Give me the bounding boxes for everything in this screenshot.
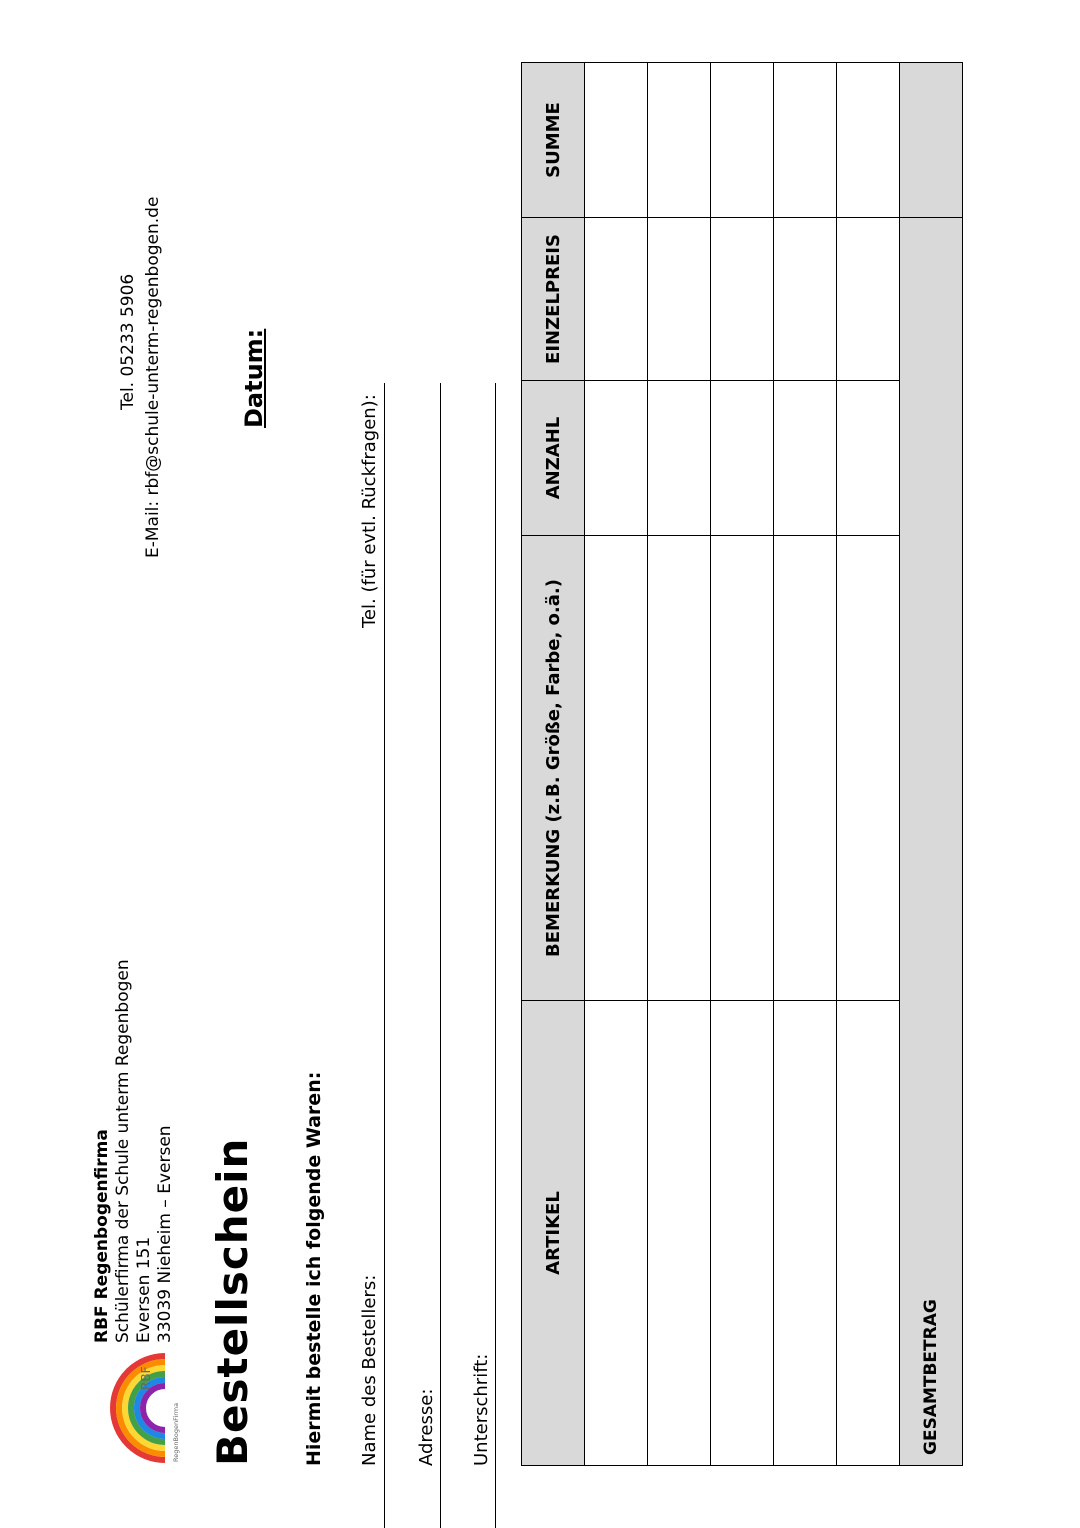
einzelpreis-cell[interactable] [648,218,711,381]
summe-cell[interactable] [774,63,837,218]
bemerkung-cell[interactable] [648,536,711,1001]
einzelpreis-cell[interactable] [711,218,774,381]
anzahl-cell[interactable] [774,381,837,536]
einzelpreis-cell[interactable] [774,218,837,381]
address-line[interactable] [440,383,441,1528]
address-label: Adresse: [416,1388,437,1466]
company-line3: 33039 Nieheim – Eversen [155,1125,175,1343]
logo-text-small: RegenBogenFirma [172,1402,180,1462]
bemerkung-cell[interactable] [774,536,837,1001]
phone-label: Tel. (für evtl. Rückfragen): [359,394,380,628]
total-value-cell[interactable] [900,63,963,218]
name-phone-line[interactable] [384,383,385,1528]
header-anzahl: ANZAHL [522,381,585,536]
table-row [711,63,774,1466]
bemerkung-cell[interactable] [585,536,648,1001]
company-phone: Tel. 05233 5906 [118,273,138,410]
total-label: GESAMTBETRAG [900,218,963,1466]
header-summe: SUMME [522,63,585,218]
signature-label: Unterschrift: [471,1353,492,1466]
artikel-cell[interactable] [648,1001,711,1466]
header-bemerkung: BEMERKUNG (z.B. Größe, Farbe, o.ä.) [522,536,585,1001]
table-row [648,63,711,1466]
rainbow-logo [70,1348,190,1468]
page-title: Bestellschein [208,1137,257,1466]
summe-cell[interactable] [585,63,648,218]
logo-text-big: RBF [139,1366,153,1390]
table-row [774,63,837,1466]
einzelpreis-cell[interactable] [837,218,900,381]
table-header-row [522,63,585,1466]
intro-text: Hiermit bestelle ich folgende Waren: [303,1071,325,1466]
company-address [92,959,176,1343]
artikel-cell[interactable] [774,1001,837,1466]
bemerkung-cell[interactable] [837,536,900,1001]
company-name: RBF Regenbogenfirma [92,1129,112,1343]
header-einzelpreis: EINZELPREIS [522,218,585,381]
company-line2: Eversen 151 [134,1236,154,1343]
date-label: Datum: [240,328,268,428]
artikel-cell[interactable] [585,1001,648,1466]
header-artikel: ARTIKEL [522,1001,585,1466]
bemerkung-cell[interactable] [711,536,774,1001]
summe-cell[interactable] [711,63,774,218]
order-table [521,62,963,1466]
anzahl-cell[interactable] [711,381,774,536]
table-row [837,63,900,1466]
table-row [585,63,648,1466]
company-email: E-Mail: rbf@schule-unterm-regenbogen.de [143,196,163,558]
total-row [900,63,963,1466]
anzahl-cell[interactable] [837,381,900,536]
artikel-cell[interactable] [711,1001,774,1466]
artikel-cell[interactable] [837,1001,900,1466]
anzahl-cell[interactable] [585,381,648,536]
company-line1: Schülerfirma der Schule unterm Regenbogen [113,959,133,1343]
name-label: Name des Bestellers: [359,1274,380,1466]
anzahl-cell[interactable] [648,381,711,536]
summe-cell[interactable] [648,63,711,218]
einzelpreis-cell[interactable] [585,218,648,381]
signature-line[interactable] [495,383,496,1528]
summe-cell[interactable] [837,63,900,218]
